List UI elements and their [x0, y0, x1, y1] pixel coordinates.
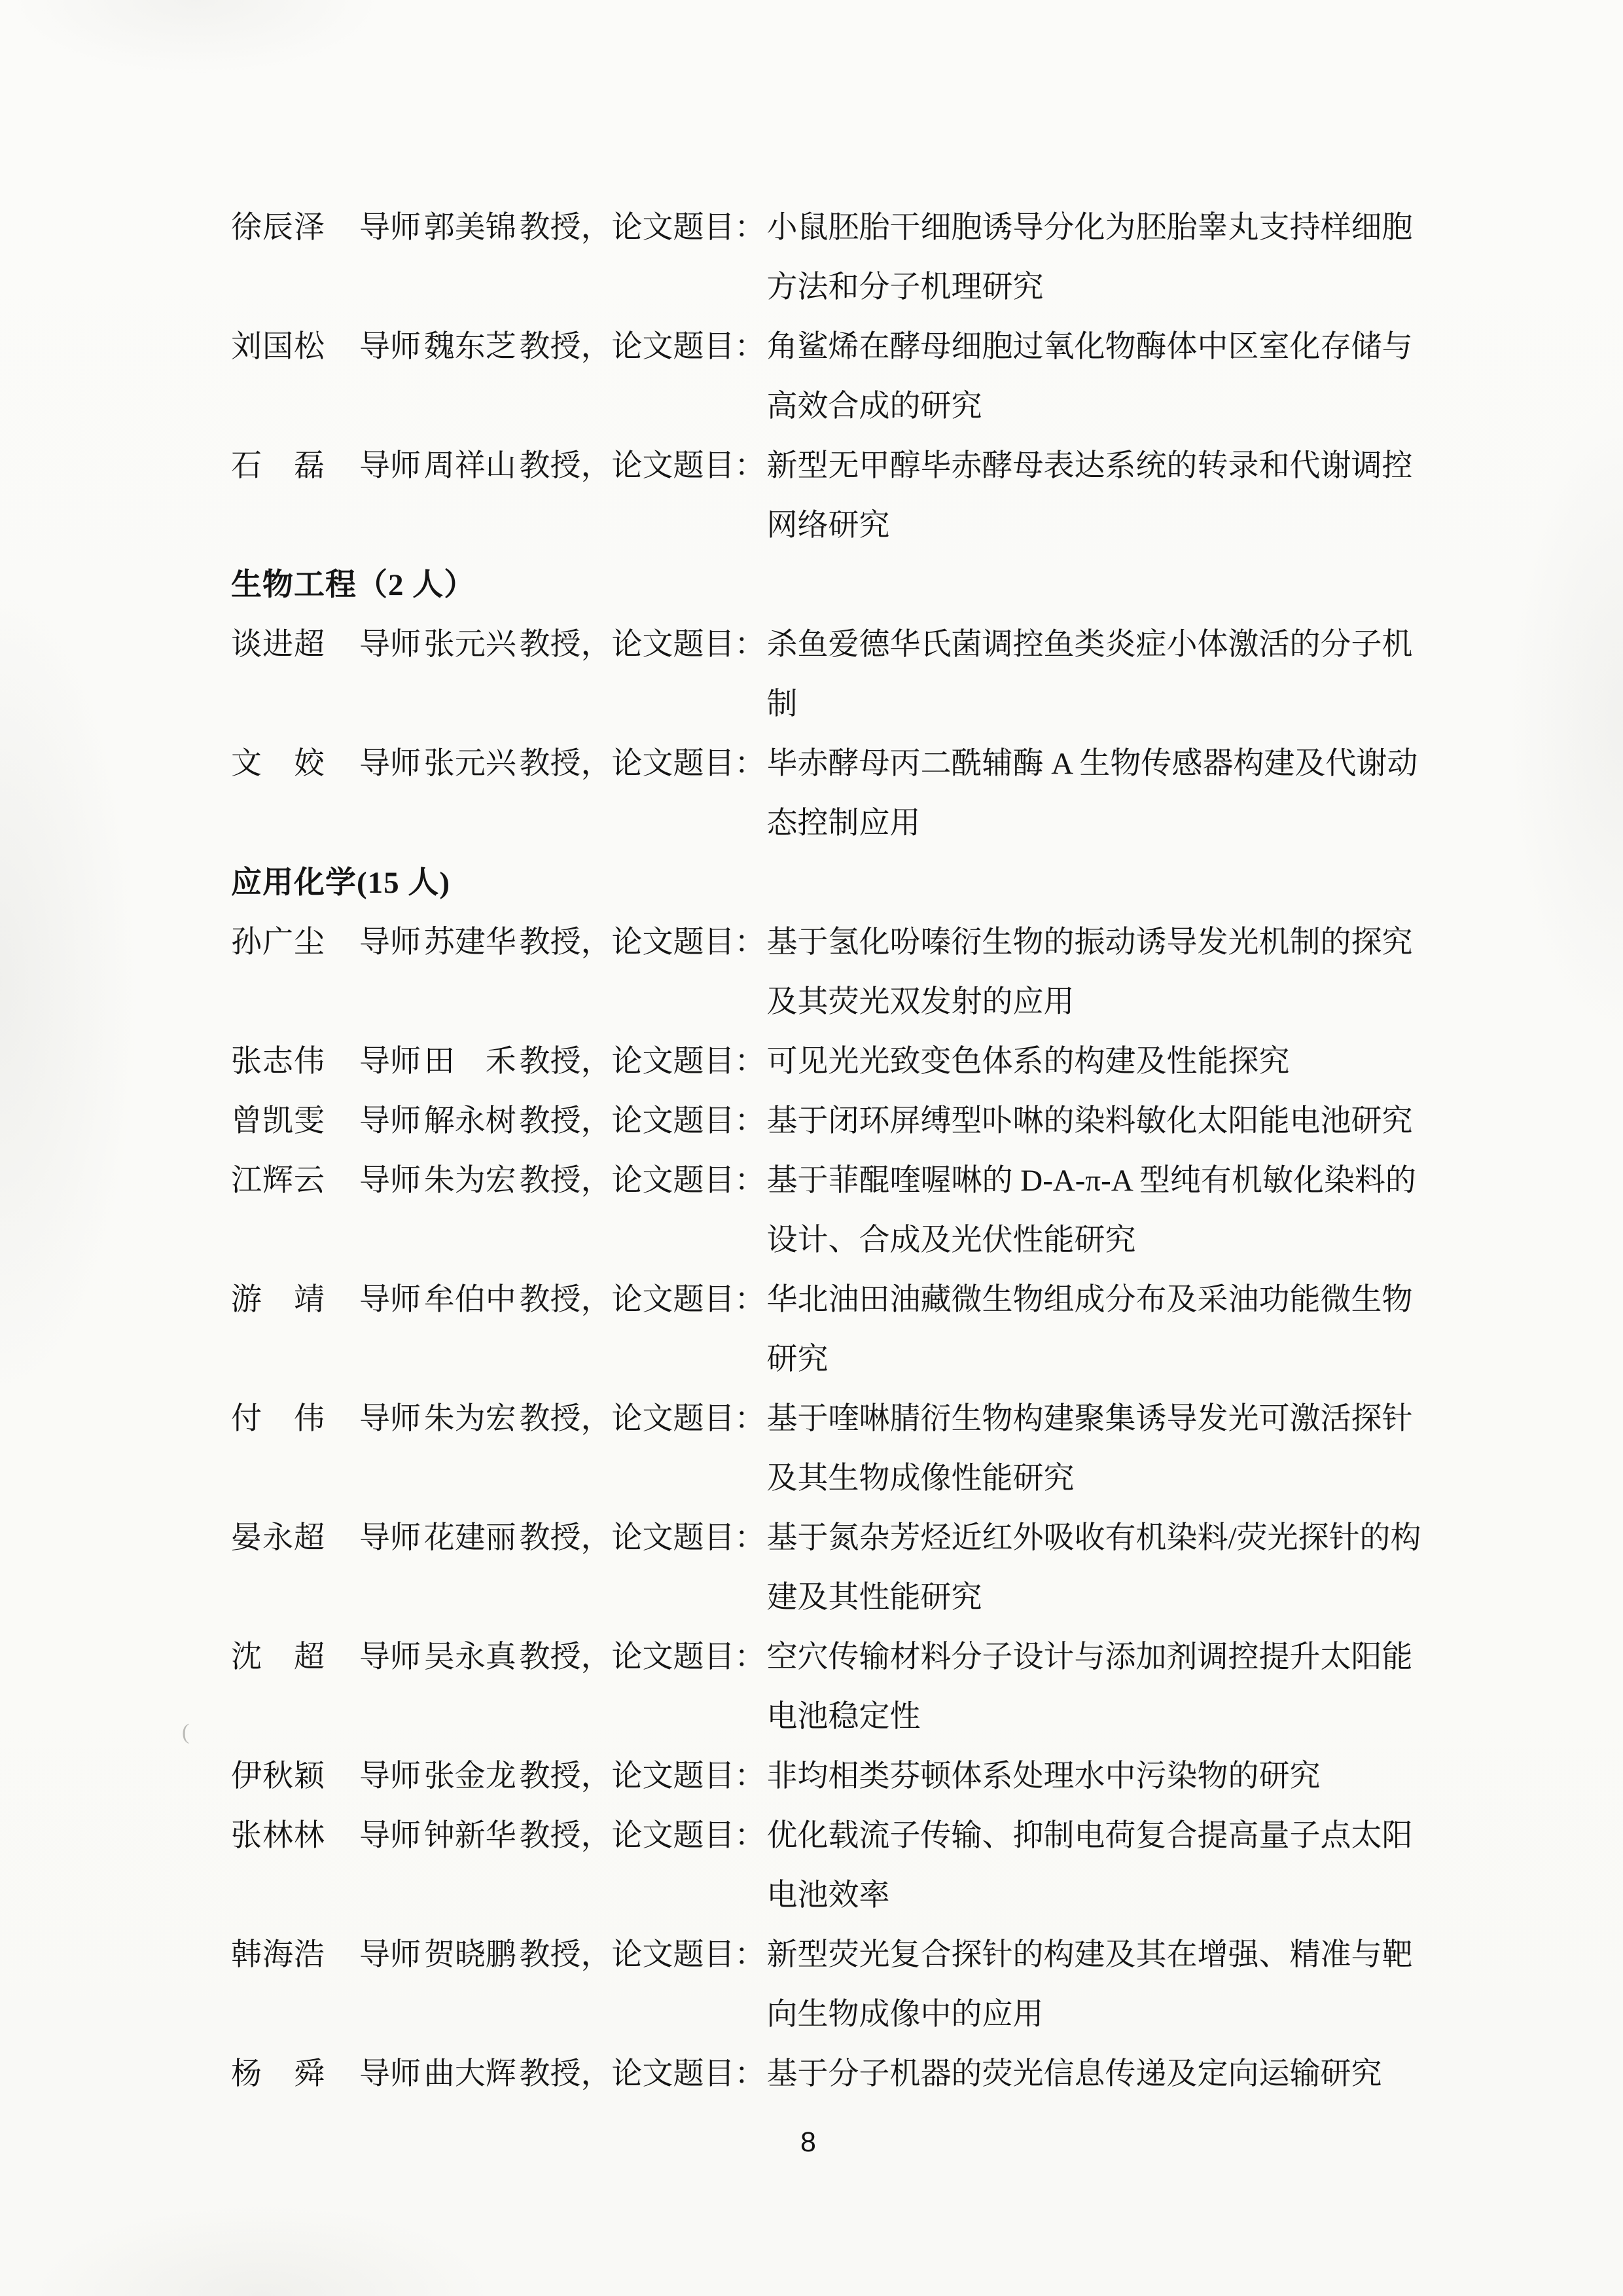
thesis-entry	[231, 1032, 1429, 1092]
thesis-title-line: 基于闭环屏缚型卟啉的染料敏化太阳能电池研究	[766, 1104, 1413, 1138]
thesis-title-line: 及其生物成像性能研究	[766, 1462, 1075, 1496]
advisor-name: 朱为宏	[423, 1164, 516, 1198]
advisor-label	[359, 1390, 767, 1449]
thesis-title-line: 小鼠胚胎干细胞诱导分化为胚胎睾丸支持样细胞	[766, 211, 1413, 245]
thesis-entry	[231, 615, 1429, 734]
student-name: 韩海浩	[231, 1938, 325, 1972]
scan-speckle: (	[182, 1720, 190, 1744]
advisor-title-label: 教授，论文题目：	[519, 1104, 766, 1138]
advisor-name: 曲大辉	[423, 2057, 516, 2091]
thesis-entry	[231, 913, 1429, 1032]
advisor-title-label: 教授，论文题目：	[519, 1819, 766, 1853]
thesis-title-line: 研究	[766, 1342, 829, 1376]
thesis-title-line: 基于氢化吩嗪衍生物的振动诱导发光机制的探究	[766, 925, 1413, 960]
thesis-title	[767, 1926, 1429, 2045]
thesis-entry	[231, 1151, 1429, 1270]
advisor-title-label: 教授，论文题目：	[519, 1521, 766, 1555]
advisor-name: 朱为宏	[423, 1402, 516, 1436]
advisor-prefix-label: 导师	[359, 1104, 421, 1138]
advisor-label	[359, 198, 767, 258]
thesis-title	[767, 1270, 1429, 1390]
thesis-title	[767, 437, 1429, 556]
advisor-prefix-label: 导师	[359, 2057, 421, 2091]
page-number: 8	[800, 2126, 816, 2158]
advisor-prefix-label: 导师	[359, 449, 421, 483]
advisor-name: 张元兴	[423, 747, 516, 781]
advisor-name: 牟伯中	[423, 1283, 516, 1317]
advisor-title-label: 教授，论文题目：	[519, 925, 766, 960]
advisor-prefix-label: 导师	[359, 1819, 421, 1853]
advisor-prefix-label: 导师	[359, 1402, 421, 1436]
student-name: 游 靖	[231, 1283, 325, 1317]
advisor-prefix-label: 导师	[359, 1283, 421, 1317]
thesis-entry	[231, 2045, 1429, 2104]
section-heading: 生物工程（2 人）	[231, 568, 476, 602]
thesis-title-line: 可见光光致变色体系的构建及性能探究	[766, 1045, 1290, 1079]
thesis-list	[231, 198, 1429, 2104]
student-name: 江辉云	[231, 1164, 325, 1198]
student-name: 沈 超	[231, 1640, 325, 1674]
advisor-label	[359, 1747, 767, 1806]
thesis-title	[767, 1747, 1429, 1806]
student-name: 曾凯雯	[231, 1104, 325, 1138]
student-name: 刘国松	[231, 330, 325, 364]
thesis-title	[767, 1390, 1429, 1509]
thesis-title-line: 杀鱼爱德华氏菌调控鱼类炎症小体激活的分子机	[766, 628, 1413, 662]
advisor-label	[359, 1092, 767, 1151]
advisor-name: 花建丽	[423, 1521, 516, 1555]
thesis-title	[767, 615, 1429, 734]
student-name: 杨 舜	[231, 2057, 325, 2091]
advisor-prefix-label: 导师	[359, 1640, 421, 1674]
thesis-title-line: 基于菲醌喹喔啉的 D-A-π-A 型纯有机敏化染料的	[766, 1164, 1416, 1198]
student-name: 张林林	[231, 1819, 325, 1853]
thesis-title-line: 空穴传输材料分子设计与添加剂调控提升太阳能	[766, 1640, 1413, 1674]
advisor-name: 解永树	[423, 1104, 516, 1138]
advisor-title-label: 教授，论文题目：	[519, 1164, 766, 1198]
student-name: 徐辰泽	[231, 211, 325, 245]
advisor-prefix-label: 导师	[359, 211, 421, 245]
advisor-label	[359, 1926, 767, 1985]
advisor-label	[359, 913, 767, 973]
advisor-prefix-label: 导师	[359, 628, 421, 662]
thesis-entry	[231, 437, 1429, 556]
advisor-name: 郭美锦	[423, 211, 516, 245]
thesis-title	[767, 317, 1429, 437]
advisor-title-label: 教授，论文题目：	[519, 330, 766, 364]
thesis-entry	[231, 1270, 1429, 1390]
thesis-title-line: 高效合成的研究	[766, 389, 982, 423]
advisor-label	[359, 437, 767, 496]
advisor-title-label: 教授，论文题目：	[519, 1759, 766, 1793]
advisor-name: 贺晓鹏	[423, 1938, 516, 1972]
student-name: 文 姣	[231, 747, 325, 781]
advisor-title-label: 教授，论文题目：	[519, 1938, 766, 1972]
thesis-title-line: 电池稳定性	[766, 1700, 921, 1734]
advisor-prefix-label: 导师	[359, 747, 421, 781]
thesis-title-line: 基于喹啉腈衍生物构建聚集诱导发光可激活探针	[766, 1402, 1413, 1436]
student-name: 张志伟	[231, 1045, 325, 1079]
advisor-label	[359, 1806, 767, 1866]
advisor-name: 张元兴	[423, 628, 516, 662]
thesis-title-line: 优化载流子传输、抑制电荷复合提高量子点太阳	[766, 1819, 1413, 1853]
advisor-name: 苏建华	[423, 925, 516, 960]
thesis-title-line: 新型荧光复合探针的构建及其在增强、精准与靶	[766, 1938, 1413, 1972]
student-name: 石 磊	[231, 449, 325, 483]
thesis-title	[767, 198, 1429, 317]
student-name: 孙广尘	[231, 925, 325, 960]
student-name: 谈进超	[231, 628, 325, 662]
student-name: 付 伟	[231, 1402, 325, 1436]
thesis-title	[767, 1509, 1429, 1628]
thesis-entry	[231, 1806, 1429, 1926]
thesis-title	[767, 1806, 1429, 1926]
advisor-prefix-label: 导师	[359, 330, 421, 364]
advisor-name: 钟新华	[423, 1819, 516, 1853]
advisor-title-label: 教授，论文题目：	[519, 1283, 766, 1317]
thesis-entry	[231, 1390, 1429, 1509]
advisor-prefix-label: 导师	[359, 1164, 421, 1198]
advisor-name: 张金龙	[423, 1759, 516, 1793]
thesis-title-line: 制	[766, 687, 798, 721]
thesis-entry	[231, 1628, 1429, 1747]
advisor-label	[359, 615, 767, 675]
advisor-prefix-label: 导师	[359, 1521, 421, 1555]
student-name: 晏永超	[231, 1521, 325, 1555]
thesis-title-line: 角鲨烯在酵母细胞过氧化物酶体中区室化存储与	[766, 330, 1413, 364]
thesis-entry	[231, 1747, 1429, 1806]
advisor-name: 魏东芝	[423, 330, 516, 364]
advisor-title-label: 教授，论文题目：	[519, 1640, 766, 1674]
advisor-label	[359, 1032, 767, 1092]
advisor-label	[359, 1270, 767, 1330]
thesis-title	[767, 1032, 1429, 1092]
advisor-name: 吴永真	[423, 1640, 516, 1674]
thesis-title-line: 网络研究	[766, 509, 890, 543]
advisor-label	[359, 317, 767, 377]
thesis-title-line: 态控制应用	[766, 806, 921, 840]
advisor-prefix-label: 导师	[359, 1045, 421, 1079]
advisor-label	[359, 1509, 767, 1568]
thesis-title-line: 基于氮杂芳烃近红外吸收有机染料/荧光探针的构	[766, 1521, 1421, 1555]
thesis-entry	[231, 317, 1429, 437]
thesis-title-line: 向生物成像中的应用	[766, 1998, 1044, 2032]
thesis-title-line: 新型无甲醇毕赤酵母表达系统的转录和代谢调控	[766, 449, 1413, 483]
thesis-entry	[231, 1092, 1429, 1151]
thesis-title	[767, 1628, 1429, 1747]
thesis-title	[767, 2045, 1429, 2104]
advisor-label	[359, 1628, 767, 1687]
advisor-label	[359, 2045, 767, 2104]
section-heading: 应用化学(15 人)	[231, 866, 451, 900]
thesis-title-line: 建及其性能研究	[766, 1581, 982, 1615]
advisor-prefix-label: 导师	[359, 1938, 421, 1972]
student-name: 伊秋颖	[231, 1759, 325, 1793]
thesis-entry	[231, 1926, 1429, 2045]
advisor-label	[359, 734, 767, 794]
advisor-title-label: 教授，论文题目：	[519, 1402, 766, 1436]
advisor-name: 周祥山	[423, 449, 516, 483]
advisor-title-label: 教授，论文题目：	[519, 211, 766, 245]
advisor-name: 田 禾	[423, 1045, 516, 1079]
advisor-prefix-label: 导师	[359, 925, 421, 960]
thesis-title	[767, 734, 1429, 853]
thesis-entry	[231, 198, 1429, 317]
thesis-title-line: 方法和分子机理研究	[766, 270, 1044, 304]
advisor-label	[359, 1151, 767, 1211]
thesis-title-line: 华北油田油藏微生物组成分布及采油功能微生物	[766, 1283, 1413, 1317]
advisor-title-label: 教授，论文题目：	[519, 449, 766, 483]
advisor-title-label: 教授，论文题目：	[519, 2057, 766, 2091]
thesis-title-line: 毕赤酵母丙二酰辅酶 A 生物传感器构建及代谢动	[766, 747, 1418, 781]
thesis-title	[767, 913, 1429, 1032]
advisor-prefix-label: 导师	[359, 1759, 421, 1793]
thesis-title-line: 及其荧光双发射的应用	[766, 985, 1075, 1019]
thesis-title	[767, 1151, 1429, 1270]
advisor-title-label: 教授，论文题目：	[519, 1045, 766, 1079]
thesis-entry	[231, 734, 1429, 853]
thesis-title-line: 基于分子机器的荧光信息传递及定向运输研究	[766, 2057, 1382, 2091]
thesis-entry	[231, 1509, 1429, 1628]
thesis-title-line: 设计、合成及光伏性能研究	[766, 1223, 1136, 1257]
thesis-title-line: 非均相类芬顿体系处理水中污染物的研究	[766, 1759, 1321, 1793]
thesis-title	[767, 1092, 1429, 1151]
advisor-title-label: 教授，论文题目：	[519, 628, 766, 662]
thesis-title-line: 电池效率	[766, 1878, 890, 1912]
advisor-title-label: 教授，论文题目：	[519, 747, 766, 781]
